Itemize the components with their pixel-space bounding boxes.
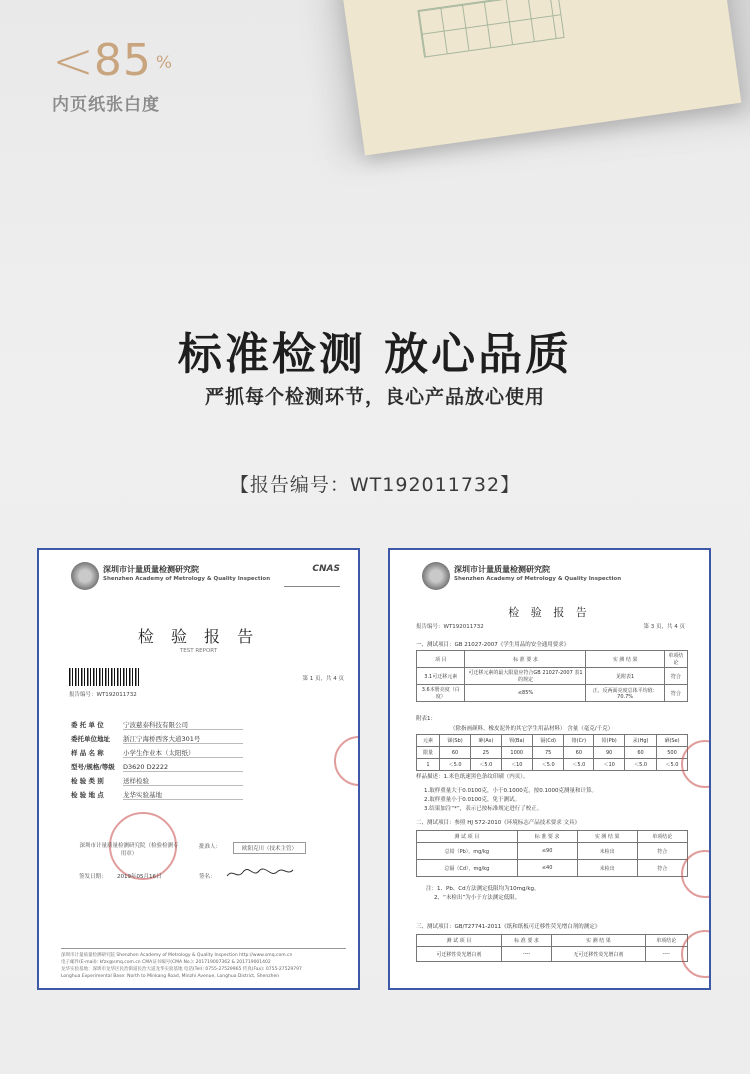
field-client-address: 委托单位地址 浙江宁海桥西客大道301号 (71, 734, 243, 744)
appendix-title: （除指画颜料、橡皮泥外的其它学生用品材料） 含量（毫克/千克） (450, 726, 614, 732)
table-heavy-metals: 测 试 项 目 标 准 要 求 实 测 结 果 单项结论 总铅（Pb），mg/kg ≤90 未检出 符合 总镉（Cd），mg/kg ≤40 未检出 符合 (416, 830, 688, 877)
table-elements: 元素 锑(Sb) 砷(As) 钡(Ba) 镉(Cd) 铬(Cr) 铅(Pb) 汞(Hg) 硒(Se) 限量 60 25 1000 75 60 90 60 500 1 ＜5.0 ＜5.0 ＜10 ＜5.0 ＜5.0 ＜10 ＜5.0 ＜5.0 (416, 734, 688, 771)
institute-name-en: Shenzhen Academy of Metrology & Quality Inspection (454, 576, 622, 582)
footer-line: Longhua Experimental Base: North to Minkang Road, Minzhi Avenue, Longhua District, Shenzhen (61, 974, 280, 979)
table-row: 可迁移性荧光增白剂 ---- 无可迁移性荧光增白剂 ---- (417, 947, 688, 962)
field-client: 委 托 单 位 宁波慈泰科技有限公司 (71, 720, 243, 730)
approver-name: 欧阳克川（技术主管） (233, 842, 306, 854)
issue-date: 2019年05月16日 (117, 874, 162, 880)
whiteness-unit: % (155, 53, 173, 73)
field-inspection-site: 检 验 地 点 龙华实验基地 (71, 790, 243, 800)
less-than-symbol: < (52, 32, 94, 90)
edge-seal (334, 736, 360, 786)
document-title: 检 验 报 告 (508, 606, 591, 619)
footer-line: 深圳市计量质量检测研究院 Shenzhen Academy of Metrology & Quality Inspection http://www.smq.com.cn (61, 953, 293, 958)
note-line: 1.取样重量大于0.0100克，小于0.1000克，按0.1000克测量和计算。 (424, 788, 597, 794)
institute-logo-icon (422, 562, 450, 590)
appendix-note: 样品描述：1.米色纸速黑色条纹印刷（内页）。 (416, 774, 529, 780)
footer-line: 龙华实验基地：深圳市龙华区民治街道民治大道龙华实验基地 电话(Tel): 0755-27529965 传真(Fax): 0755-27529797 (61, 967, 302, 972)
seal-caption: 深圳市计量质量检测研究院（检验检测专用章） (79, 843, 179, 857)
issue-date-label: 签发日期： (79, 874, 107, 880)
table-fluorescent: 测 试 项 目 标 准 要 求 实 测 结 果 单项结论 可迁移性荧光增白剂 ---- 无可迁移性荧光增白剂 ---- (416, 934, 688, 962)
table-safety: 项 目 标 准 要 求 实 测 结 果 单项结论 3.1可迁移元素 可迁移元素的最大限量应符合GB 21027-2007 表1的规定 见附表1 符合 3.6本册亮度（白度） ≤85% 正、反两面亮度总体平均值：70.7% 符合 (416, 650, 688, 702)
report-detail-document (388, 548, 711, 990)
table-row: 3.6本册亮度（白度） ≤85% 正、反两面亮度总体平均值：70.7% 符合 (417, 685, 688, 702)
field-inspection-type: 检 验 类 别 送样检验 (71, 776, 243, 786)
whiteness-caption: 内页纸张白度 (52, 95, 160, 115)
table-row: 限量 60 25 1000 75 60 90 60 500 (417, 747, 688, 759)
document-title: 检 验 报 告 (137, 627, 260, 646)
institute-name-en: Shenzhen Academy of Metrology & Quality Inspection (103, 576, 271, 582)
section-1-title: 一、测试项目：GB 21027-2007《学生用品的安全通用要求》 (416, 642, 570, 648)
detail-page-indicator: 第 3 页，共 4 页 (643, 624, 685, 630)
section-2-title: 二、测试项目：参照 HJ 572-2010《环境标志产品技术要求 文具》 (416, 820, 580, 826)
cover-page-indicator: 第 1 页，共 4 页 (302, 676, 344, 682)
approver-label: 批准人： (199, 844, 222, 850)
report-number: 【报告编号：WT192011732】 (229, 474, 521, 496)
signature-label: 签名： (199, 874, 216, 880)
table-row: 总镉（Cd），mg/kg ≤40 未检出 符合 (417, 860, 688, 877)
footer-line: 电子邮件(E-mail): kfzx@smq.com.cn CMA证书编号(CMA No.): 201719007362 & 201719001402 (61, 960, 271, 965)
document-footer (61, 948, 346, 980)
cover-report-no: 报告编号：WT192011732 (69, 692, 137, 698)
whiteness-stat (52, 32, 173, 115)
signature-image (225, 866, 295, 882)
page-subtitle: 严抓每个检测环节，良心产品放心使用 (204, 386, 545, 408)
cnas-logo: CNAS (284, 564, 340, 587)
section-3-title: 三、测试项目：GB/T27741-2011《纸和纸板可迁移性荧光增白剂的测定》 (416, 924, 601, 930)
barcode-icon (69, 668, 139, 686)
field-sample-name: 样 品 名 称 小学生作业本（太阳纸） (71, 748, 243, 758)
institute-name: 深圳市计量质量检测研究院 (103, 565, 199, 574)
note-line: 2、“未检出”为小于方法测定低限。 (434, 895, 521, 901)
note-line: 3.结果加注“*”，表示已按标准规定进行了校正。 (424, 806, 543, 812)
table-row: 1 ＜5.0 ＜5.0 ＜10 ＜5.0 ＜5.0 ＜10 ＜5.0 ＜5.0 (417, 759, 688, 771)
document-header (398, 558, 701, 598)
table-row: 总铅（Pb），mg/kg ≤90 未检出 符合 (417, 843, 688, 860)
document-title-en: TEST REPORT (179, 648, 218, 654)
note-line: 注：1、Pb、Cd方法测定低限均为10mg/kg。 (426, 886, 540, 892)
report-cover-document (37, 548, 360, 990)
field-model: 型号/规格/等级 D3620 D2222 (71, 762, 243, 772)
document-header (47, 558, 350, 598)
page-title: 标准检测 放心品质 (177, 329, 573, 380)
table-row: 3.1可迁移元素 可迁移元素的最大限量应符合GB 21027-2007 表1的规定 见附表1 符合 (417, 668, 688, 685)
institute-logo-icon (71, 562, 99, 590)
note-line: 2.取样重量小于0.0100克，免于测试。 (424, 797, 520, 803)
whiteness-value: 85 (93, 35, 152, 86)
appendix-label: 附表1： (416, 716, 436, 722)
institute-name: 深圳市计量质量检测研究院 (454, 565, 550, 574)
detail-report-no: 报告编号：WT192011732 (416, 624, 484, 630)
